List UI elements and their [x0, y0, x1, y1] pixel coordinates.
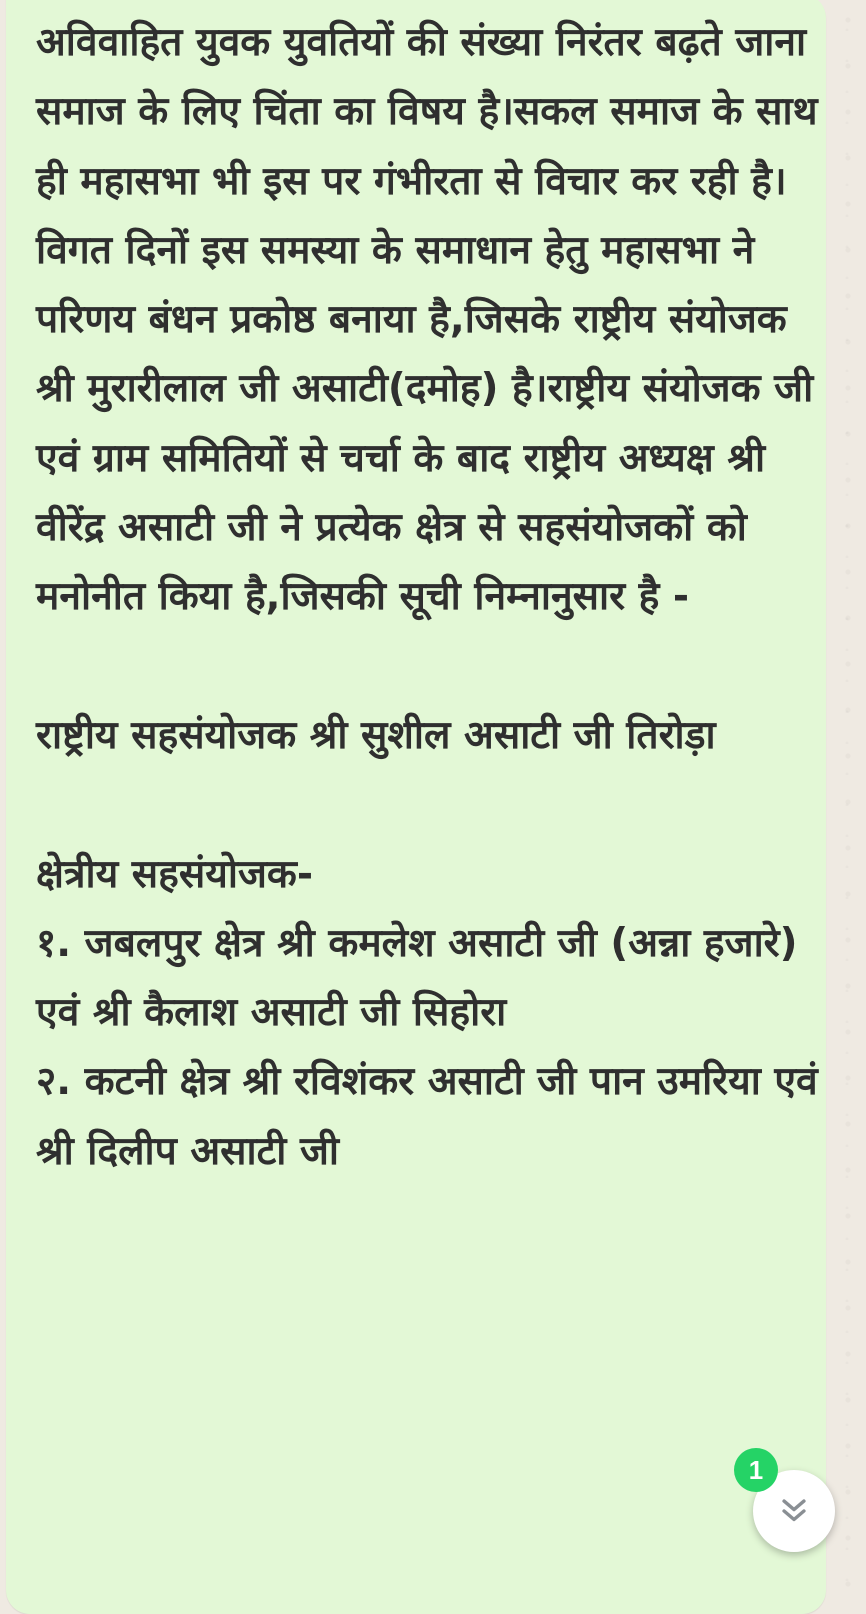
double-chevron-down-icon [777, 1494, 811, 1528]
message-text: अविवाहित युवक युवतियों की संख्या निरंतर बढ़ते जाना समाज के लिए चिंता का विषय है।सकल समाज के साथ ही महासभा भी इस पर गंभीरता से विचार कर रही है।विगत दिनों इस समस्या के समाधान हेतु महासभा ने परिणय बंधन प्रकोष्ठ बनाया है,जिसके राष्ट्रीय संयोजक श्री मुरारीलाल जी असाटी(दमोह) है।राष्ट्रीय संयोजक जी एवं ग्राम समितियों से चर्चा के बाद राष्ट्रीय अध्यक्ष श्री वीरेंद्र असाटी जी ने प्रत्येक क्षेत्र से सहसंयोजकों को मनोनीत किया है,जिसकी सूची निम्नानुसार है - राष्ट्रीय सहसंयोजक श्री सुशील असाटी जी तिरोड़ा क्षेत्रीय सहसंयोजक- १. जबलपुर क्षेत्र श्री कमलेश असाटी जी (अन्ना हजारे) एवं श्री कैलाश असाटी जी सिहोरा २. कटनी क्षेत्र श्री रविशंकर असाटी जी पान उमरिया एवं श्री दिलीप असाटी जी [36, 20, 818, 1174]
message-bubble[interactable] [6, 0, 826, 1614]
unread-count-badge: 1 [734, 1448, 778, 1492]
